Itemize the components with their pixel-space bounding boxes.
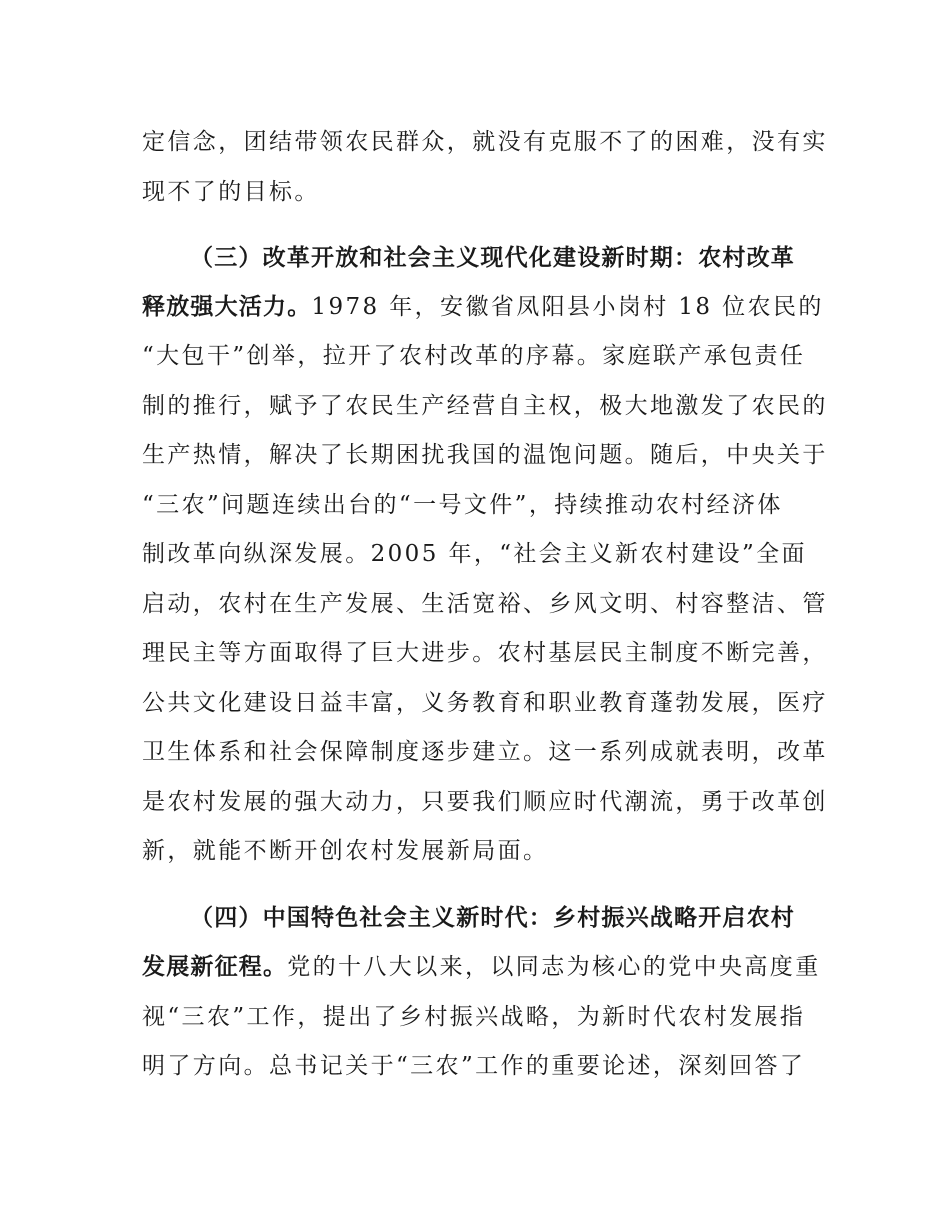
text-line — [142, 952, 821, 982]
text-line: 新，就能不断开创农村发展新局面。 — [142, 838, 549, 864]
text-line: 是农村发展的强大动力，只要我们顺应时代潮流，勇于改革创 — [142, 789, 828, 815]
section-heading-three: （三）改革开放和社会主义现代化建设新时期：农村改革 — [190, 245, 795, 271]
text-span: 1978 年，安徽省凤阳县小岗村 18 位农民的 — [311, 294, 824, 320]
text-line: 制改革向纵深发展。2005 年，“社会主义新农村建设”全面 — [142, 541, 807, 567]
text-line: 生产热情，解决了长期困扰我国的温饱问题。随后，中央关于 — [142, 442, 828, 468]
text-line: 公共文化建设日益丰富，义务教育和职业教育蓬勃发展，医疗 — [142, 690, 828, 716]
text-span: 党的十八大以来，以同志为核心的党中央高度重 — [287, 954, 821, 980]
text-line: 定信念，团结带领农民群众，就没有克服不了的困难，没有实 — [142, 129, 828, 155]
text-line: 卫生体系和社会保障制度逐步建立。这一系列成就表明，改革 — [142, 739, 828, 765]
text-line: 现不了的目标。 — [142, 179, 320, 205]
text-line: “三农”问题连续出台的“一号文件”，持续推动农村经济体 — [142, 492, 783, 518]
section-heading-three-cont: 释放强大活力。 — [142, 294, 312, 320]
section-heading-four: （四）中国特色社会主义新时代：乡村振兴战略开启农村 — [190, 905, 795, 931]
text-line: 制的推行，赋予了农民生产经营自主权，极大地激发了农民的 — [142, 393, 828, 419]
text-line: 视“三农”工作，提出了乡村振兴战略，为新时代农村发展指 — [142, 1004, 806, 1030]
text-line: 明了方向。总书记关于“三农”工作的重要论述，深刻回答了 — [142, 1053, 806, 1079]
section-heading-four-cont: 发展新征程。 — [142, 954, 288, 980]
text-line: “大包干”创举，拉开了农村改革的序幕。家庭联产承包责任 — [142, 343, 806, 369]
text-line — [142, 292, 824, 322]
text-line: 启动，农村在生产发展、生活宽裕、乡风文明、村容整洁、管 — [142, 591, 828, 617]
text-line: 理民主等方面取得了巨大进步。农村基层民主制度不断完善， — [142, 640, 828, 666]
